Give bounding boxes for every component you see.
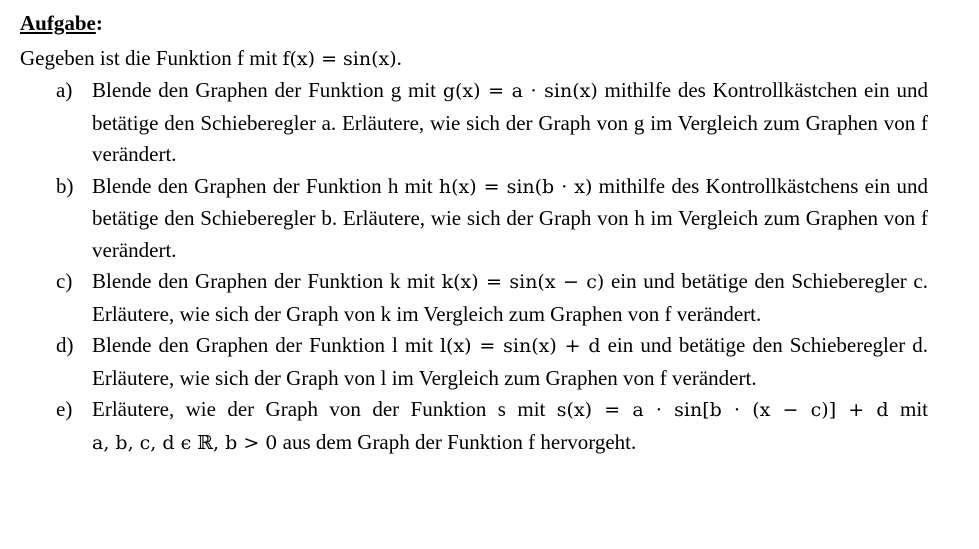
task-text-rest: ein und betätige den Schieberegler d. Erläutere, wie sich der Graph von l im Vergleich zum Graphen von f verändert.	[92, 333, 928, 390]
task-text-rest: ein und betätige den Schieberegler c. Erläutere, wie sich der Graph von k im Vergleich zum Graphen von f verändert.	[92, 269, 928, 326]
task-formula: k(x) = sin(x − c)	[441, 271, 605, 293]
task-text-rest: mithilfe des Kontrollkästchen ein und betätige den Schieberegler a. Erläutere, wie sich der Graph von g im Vergleich zum Graphen von f verändert.	[92, 78, 928, 166]
exercise-title-colon: :	[95, 11, 103, 35]
task-text-start: Erläutere, wie der Graph von der Funktion s mit	[92, 397, 557, 421]
task-a	[20, 75, 928, 171]
task-text	[92, 394, 928, 459]
task-text-start: Blende den Graphen der Funktion k mit	[92, 269, 442, 293]
task-e	[20, 394, 928, 459]
task-text-rest: aus dem Graph der Funktion f hervorgeht.	[277, 429, 637, 454]
task-label: c)	[56, 269, 73, 293]
exercise-sheet	[20, 8, 928, 459]
exercise-title: Aufgabe	[20, 11, 96, 35]
exercise-heading	[20, 8, 928, 38]
task-d	[20, 330, 928, 394]
intro-formula: f(x) = sin(x)	[282, 48, 397, 70]
task-b	[20, 171, 928, 267]
task-formula: s(x) = a · sin[b · (x − c)] + d	[556, 399, 889, 421]
task-text-middle: mit	[888, 397, 929, 421]
task-text	[92, 330, 928, 394]
task-c	[20, 266, 928, 330]
intro-end: .	[396, 46, 402, 70]
task-label: b)	[56, 173, 74, 198]
task-formula: g(x) = a · sin(x)	[442, 80, 598, 102]
task-formula-conditions: a, b, c, d ϵ ℝ, b > 0	[92, 431, 278, 454]
task-formula: h(x) = sin(b · x)	[438, 175, 593, 198]
task-text-rest: mithilfe des Kontrollkästchens ein und betätige den Schieberegler b. Erläutere, wie sich der Graph von h im Vergleich zum Graphen von f verändert.	[92, 173, 928, 262]
task-label: a)	[56, 78, 73, 102]
task-text	[92, 266, 928, 330]
task-text-start: Blende den Graphen der Funktion l mit	[92, 333, 440, 357]
task-text	[92, 75, 928, 171]
task-text-start: Blende den Graphen der Funktion h mit	[92, 173, 439, 198]
intro-text: Gegeben ist die Funktion f mit	[20, 46, 283, 70]
task-label: d)	[56, 333, 74, 357]
task-formula: l(x) = sin(x) + d	[439, 335, 601, 357]
task-label: e)	[56, 397, 73, 421]
task-list	[20, 75, 928, 459]
task-text	[92, 171, 928, 267]
intro-line	[20, 42, 928, 75]
task-text-start: Blende den Graphen der Funktion g mit	[92, 78, 443, 102]
